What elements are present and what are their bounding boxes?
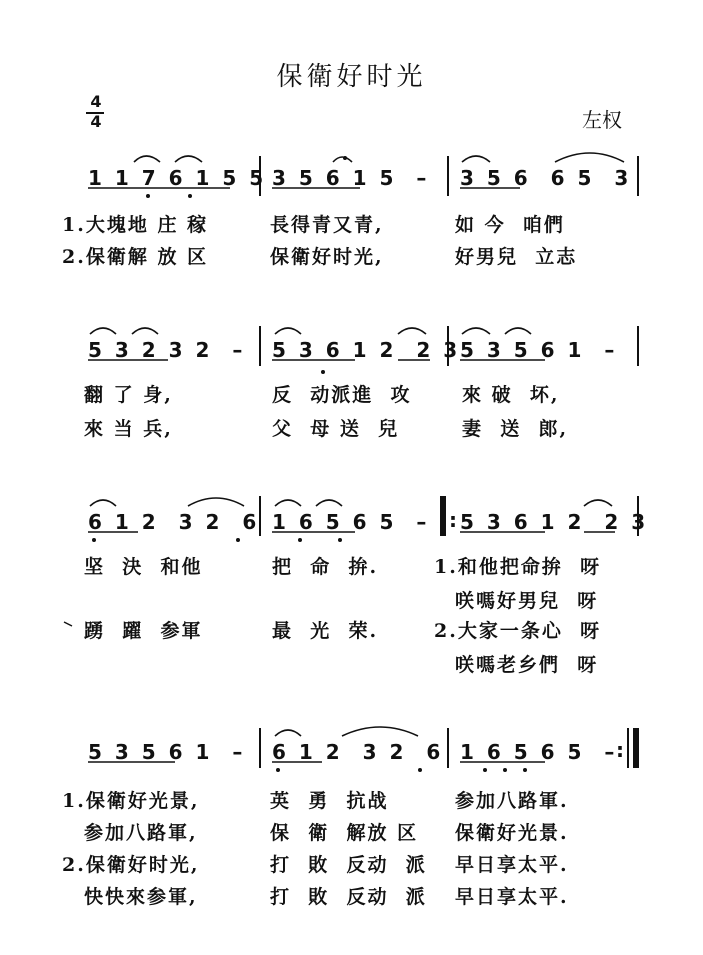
lyric-text: 1.和他把命拚 呀 [434, 556, 602, 578]
barline [447, 326, 449, 366]
repeat-start-barline [440, 496, 446, 536]
lyric-text: 打 敗 反动 派 [270, 854, 427, 876]
measure-notes: 1 6 5 6 5 – [460, 740, 618, 764]
barline [447, 728, 449, 768]
measure-notes: 3 5 6 6 5 3 [460, 166, 632, 190]
lyric-text: 妻 送 郎, [462, 418, 569, 440]
measure-notes: 6 1 2 3 2 6 [272, 740, 444, 764]
lyric-text: 参加八路軍. [455, 790, 569, 812]
song-title: 保衛好时光 [276, 62, 427, 92]
measure-notes: 5 3 6 1 2 2 3 [460, 510, 649, 534]
lyric-text: 翻 了 身, [84, 384, 173, 406]
lyric-text: 快快來参軍, [84, 886, 198, 908]
time-signature-bottom: 4 [90, 112, 102, 131]
final-barline-thin [627, 728, 629, 768]
lyric-text: 父 母 送 兒 [272, 418, 400, 440]
lyric-text: 坚 決 和他 [84, 556, 203, 578]
lyric-text: 來 破 坏, [462, 384, 560, 406]
lyric-text: 最 光 荣. [272, 620, 379, 642]
time-signature-line [86, 112, 104, 114]
lyric-text: 2.保衛好时光, [62, 854, 200, 876]
lyric-text: 咲嗎老乡們 呀 [455, 654, 599, 676]
measure-notes: 3 5 6 1 5 – [272, 166, 430, 190]
lyric-text: 保 衛 解放 区 [270, 822, 419, 844]
lyric-text: 2.保衛解 放 区 [62, 246, 209, 268]
measure-notes: 5 3 5 6 1 – [460, 338, 618, 362]
barline [259, 326, 261, 366]
final-barline-thick [633, 728, 639, 768]
repeat-dots: : [616, 738, 624, 762]
barline [259, 728, 261, 768]
composer-name: 左权 [582, 108, 622, 132]
measure-notes: 1 6 5 6 5 – [272, 510, 430, 534]
measure-notes: 5 3 2 3 2 – [88, 338, 246, 362]
lyric-text: 英 勇 抗战 [270, 790, 389, 812]
time-signature-top: 4 [90, 92, 102, 111]
barline [447, 156, 449, 196]
lyric-text: 把 命 拚. [272, 556, 379, 578]
lyric-text: 打 敗 反动 派 [270, 886, 427, 908]
lyric-text: 反 动派進 攻 [272, 384, 412, 406]
lyric-text: 早日享太平. [455, 886, 569, 908]
lyric-text: 2.大家一条心 呀 [434, 620, 602, 642]
lyric-text: 來 当 兵, [84, 418, 173, 440]
lyric-text: 踴 躍 参軍 [84, 620, 203, 642]
lyric-text: 好男兒 立志 [455, 246, 578, 268]
lyric-text: 長得青又青, [270, 214, 384, 236]
lyric-text: 参加八路軍, [84, 822, 198, 844]
lyric-text: 1.大塊地 庄 稼 [62, 214, 209, 236]
barline [259, 156, 261, 196]
lyric-text: 保衛好时光, [270, 246, 384, 268]
barline [637, 156, 639, 196]
lyric-text: 如 今 咱們 [455, 214, 565, 236]
measure-notes: 5 3 5 6 1 – [88, 740, 246, 764]
measure-notes: 1 1 7 6 1 5 5 [88, 166, 267, 190]
barline [259, 496, 261, 536]
barline [637, 326, 639, 366]
lyric-text: 1.保衛好光景, [62, 790, 200, 812]
measure-notes: 6 1 2 3 2 6 [88, 510, 260, 534]
lyric-text: 保衛好光景. [455, 822, 569, 844]
lyric-text: 早日享太平. [455, 854, 569, 876]
barline [637, 496, 639, 536]
lyric-text: 咲嗎好男兒 呀 [455, 590, 599, 612]
repeat-dots: : [449, 508, 457, 532]
measure-notes: 5 3 6 1 2 2 3 [272, 338, 461, 362]
